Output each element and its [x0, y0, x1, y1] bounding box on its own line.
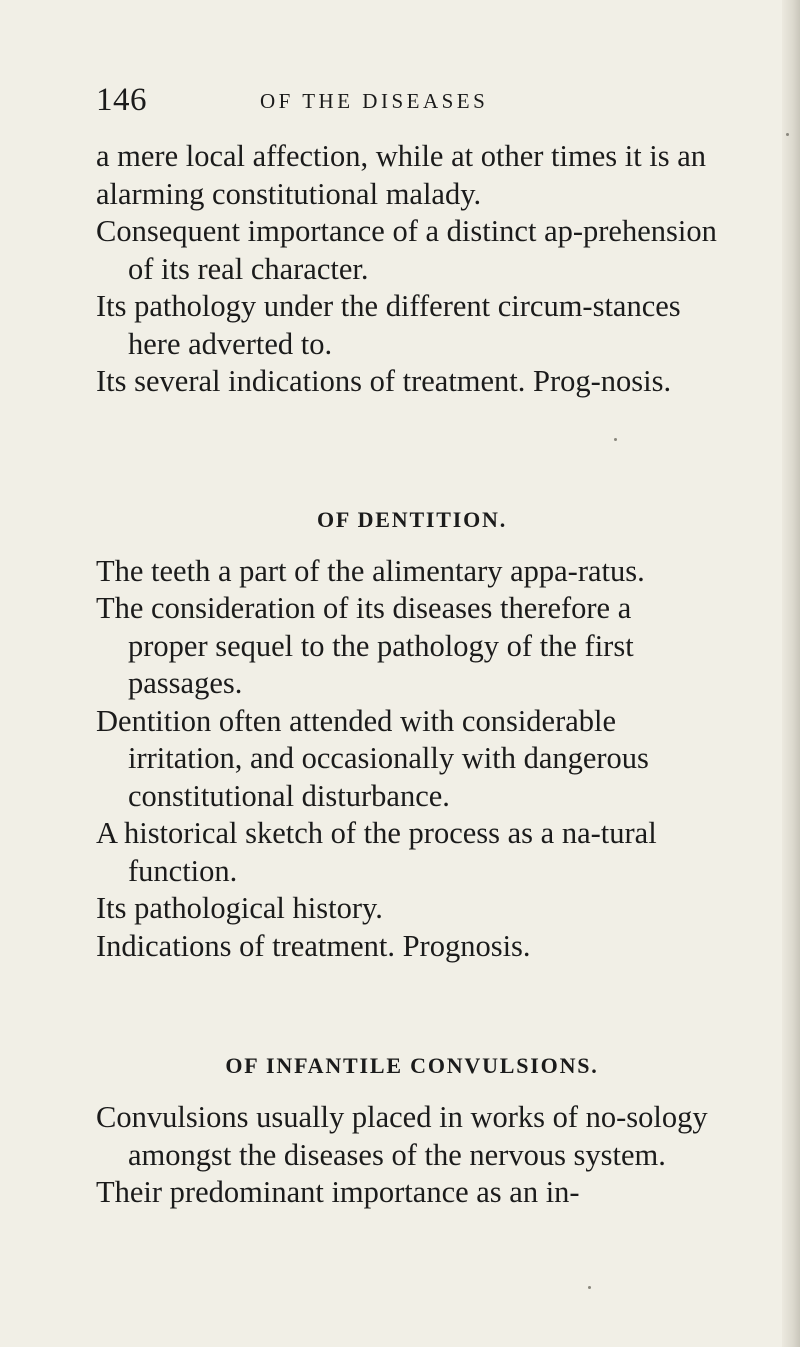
dentition-section — [96, 553, 718, 966]
section-heading-dentition: OF DENTITION. — [316, 506, 508, 532]
paper-speck — [614, 438, 617, 441]
paragraph: The consideration of its diseases therefore a proper sequel to the pathology of the first passages. — [96, 591, 634, 700]
continuation-section — [96, 138, 718, 401]
paragraph: Consequent importance of a distinct ap-prehension of its real character. — [96, 214, 717, 286]
paragraph: a mere local affection, while at other times it is an alarming constitutional malady. — [96, 139, 707, 211]
paragraph: Indications of treatment. Prognosis. — [96, 928, 531, 963]
section-heading-convulsions: OF INFANTILE CONVULSIONS. — [225, 1053, 599, 1078]
paper-speck — [588, 1286, 591, 1289]
paragraph: Their predominant importance as an in- — [96, 1175, 580, 1209]
paragraph: Convulsions usually placed in works of no-sology amongst the diseases of the nervous system. — [96, 1100, 708, 1172]
convulsions-section — [96, 1099, 718, 1212]
page-number: 146 — [96, 82, 147, 118]
paragraph: Dentition often attended with considerable irritation, and occasionally with dangerous constitutional disturbance. — [96, 703, 649, 813]
paper-speck — [786, 133, 789, 136]
paragraph: Its pathology under the different circum-stances here adverted to. — [96, 289, 681, 361]
running-head: OF THE DISEASES — [260, 89, 489, 113]
page-header — [96, 80, 716, 120]
paragraph: A historical sketch of the process as a na-tural function. — [96, 816, 657, 888]
paragraph: Its pathological history. — [96, 891, 383, 925]
paragraph: The teeth a part of the alimentary appa-ratus. — [96, 553, 645, 588]
page-edge — [782, 0, 800, 1347]
paragraph: Its several indications of treatment. Prog-nosis. — [96, 364, 672, 398]
body-text — [96, 138, 718, 1212]
